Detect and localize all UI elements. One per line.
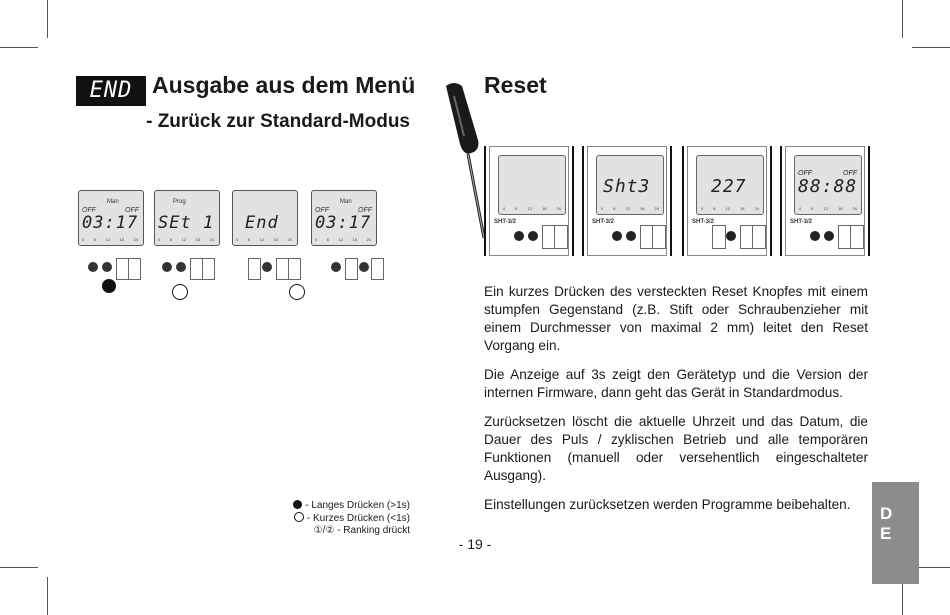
model-label: SHT-3/2	[790, 219, 813, 225]
crop-mark	[912, 47, 950, 48]
key[interactable]	[128, 258, 141, 280]
key[interactable]	[248, 258, 261, 280]
crop-mark	[47, 577, 48, 615]
display-text: 88:88	[798, 176, 858, 197]
time-scale: 0 6 12 18 24	[315, 237, 371, 242]
device-frame	[489, 146, 569, 256]
paragraph: Die Anzeige auf 3s zeigt den Gerätetyp und die Version der internen Firmware, dann geht das Gerät in Standardmodus.	[484, 367, 868, 400]
button[interactable]	[162, 262, 172, 272]
button[interactable]	[528, 231, 538, 241]
device-frame	[785, 146, 865, 256]
device-frame	[587, 146, 667, 256]
key[interactable]	[288, 258, 301, 280]
device-frame	[687, 146, 767, 256]
time-scale: 0 6 12 18 24	[601, 206, 659, 211]
language-tab: D E	[872, 482, 919, 584]
off-label: OFF	[125, 207, 139, 214]
device-reset-2	[582, 146, 672, 256]
mode-label: Man	[340, 199, 352, 205]
key[interactable]	[652, 225, 666, 249]
crop-mark	[0, 567, 38, 568]
display-text: End	[245, 213, 279, 233]
long-press-icon	[293, 500, 302, 509]
button-row	[84, 258, 144, 280]
time-scale: 0 6 12 18 24	[799, 206, 857, 211]
button[interactable]	[262, 262, 272, 272]
lcd-display	[696, 155, 764, 215]
screwdriver-icon	[432, 78, 492, 258]
lcd-display	[78, 190, 144, 246]
button-row	[248, 258, 308, 280]
off-label: OFF	[843, 170, 857, 177]
mode-label: Man	[107, 199, 119, 205]
time-scale: 0 6 12 18 24	[503, 206, 561, 211]
paragraph: Zurücksetzen löscht die aktuelle Uhrzeit und das Datum, die Dauer des Puls / zyklischen Betrieb und alle temporären Funktionen (manuell oder versehentlich eingeschalteter Ausgang).	[484, 414, 868, 483]
device-reset-3	[682, 146, 772, 256]
off-label: OFF	[358, 207, 372, 214]
press-legend	[293, 500, 410, 537]
time-scale: 0 6 12 18 24	[82, 237, 138, 242]
device-step-3	[232, 190, 298, 248]
display-text: SEt 1	[158, 213, 215, 233]
off-label: OFF	[798, 170, 812, 177]
off-label: OFF	[315, 207, 329, 214]
key[interactable]	[850, 225, 864, 249]
key[interactable]	[202, 258, 215, 280]
section-subtitle: - Zurück zur Standard-Modus	[146, 111, 410, 132]
button[interactable]	[514, 231, 524, 241]
display-text: 03:17	[82, 213, 139, 233]
button[interactable]	[824, 231, 834, 241]
button[interactable]	[102, 262, 112, 272]
off-label: OFF	[82, 207, 96, 214]
lcd-display	[154, 190, 220, 246]
model-label: SHT-3/2	[494, 219, 517, 225]
button[interactable]	[726, 231, 736, 241]
button[interactable]	[612, 231, 622, 241]
time-scale: 0 6 12 18 24	[701, 206, 759, 211]
paragraph: Einstellungen zurücksetzen werden Programme beibehalten.	[484, 497, 851, 512]
lcd-display	[311, 190, 377, 246]
end-badge: END	[76, 76, 146, 106]
device-step-2	[154, 190, 220, 248]
key[interactable]	[752, 225, 766, 249]
device-reset-1	[484, 146, 574, 256]
device-reset-4	[780, 146, 870, 256]
button[interactable]	[88, 262, 98, 272]
button-row	[331, 258, 391, 280]
reset-description	[484, 283, 868, 525]
button[interactable]	[626, 231, 636, 241]
crop-mark	[0, 47, 38, 48]
time-scale: 0 6 12 18 24	[236, 237, 292, 242]
legend-long: - Langes Drücken (>1s)	[305, 500, 410, 511]
key[interactable]	[371, 258, 384, 280]
page-number: - 19 -	[458, 536, 492, 552]
long-press-icon	[102, 279, 116, 293]
crop-mark	[902, 0, 903, 38]
key[interactable]	[345, 258, 358, 280]
short-press-icon	[289, 284, 305, 300]
crop-mark	[47, 0, 48, 38]
display-text: Sht3	[603, 176, 651, 197]
button-row	[162, 258, 222, 280]
model-label: SHT-3/2	[692, 219, 715, 225]
section-title: Ausgabe aus dem Menü	[152, 72, 416, 98]
button[interactable]	[176, 262, 186, 272]
reset-title: Reset	[484, 72, 547, 98]
device-step-4	[311, 190, 377, 248]
lcd-display	[498, 155, 566, 215]
time-scale: 0 6 12 18 24	[158, 237, 214, 242]
device-step-1	[78, 190, 144, 248]
key[interactable]	[554, 225, 568, 249]
button[interactable]	[331, 262, 341, 272]
model-label: SHT-3/2	[592, 219, 615, 225]
legend-ranking: ①/② - Ranking drückt	[313, 525, 410, 536]
short-press-icon	[294, 512, 304, 522]
legend-short: - Kurzes Drücken (<1s)	[306, 513, 410, 524]
key[interactable]	[712, 225, 726, 249]
lcd-display	[232, 190, 298, 246]
short-press-icon	[172, 284, 188, 300]
paragraph: Ein kurzes Drücken des versteckten Reset Knopfes mit einem stumpfen Gegenstand (z.B. Stift oder Schraubenzieher mit einem Durchmesser von maximal 2 mm) leitet den Reset Vorgang ein.	[484, 284, 868, 353]
display-text: 03:17	[315, 213, 372, 233]
button[interactable]	[810, 231, 820, 241]
lcd-display	[794, 155, 862, 215]
button[interactable]	[359, 262, 369, 272]
mode-label: Prog	[173, 199, 186, 205]
lcd-display	[596, 155, 664, 215]
display-text: 227	[711, 176, 747, 197]
